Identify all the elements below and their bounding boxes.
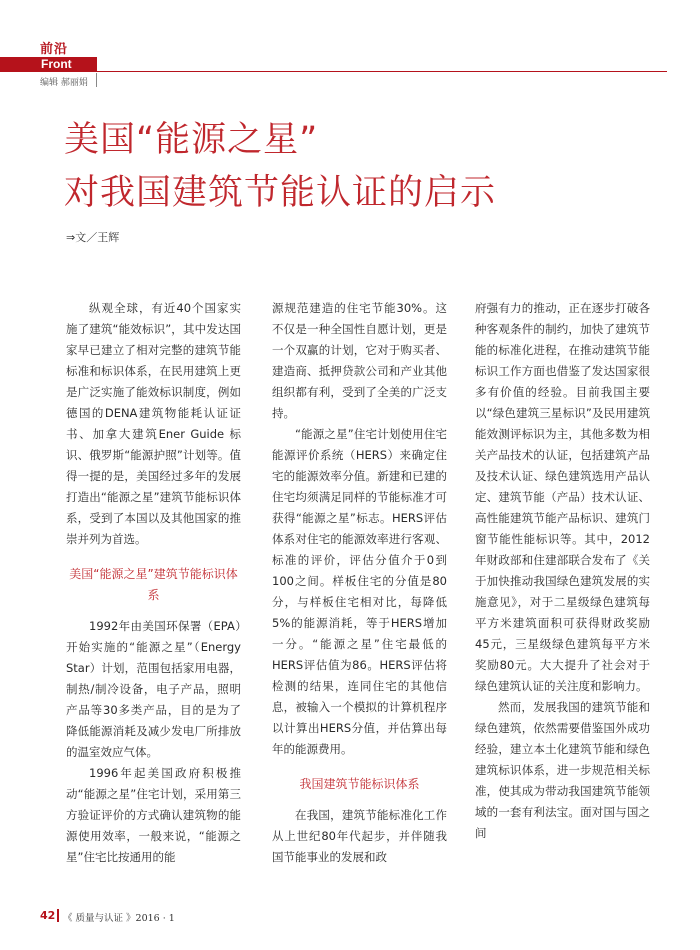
paragraph: 1996年起美国政府积极推动“能源之星”住宅计划，采用第三方验证评价的方式确认建筑物的能源使用效率，一般来说，“能源之星”住宅比按通用的能: [66, 766, 241, 864]
section-title-cn: 前沿: [40, 42, 69, 57]
section-title-en: Front: [41, 57, 72, 71]
editor-divider: [96, 73, 97, 87]
paragraph: “能源之星”住宅计划使用住宅能源评价系统（HERS）来确定住宅的能源效率分值。新建和已建的住宅均须满足同样的节能标准才可获得“能源之星”标志。HERS评估体系对住宅的能源效率进行客观、标准的评价，评估分值介于0到100之间。样板住宅的分值是80分，与样板住宅相对比，每降低5%的能源消耗，等于HERS增加一分。“能源之星”住宅最低的HERS评估值为86。HERS评估将检测的结果，连同住宅的其他信息，被输入一个模拟的计算机程序以计算出HERS分值，并估算出每年的能源费用。: [272, 427, 447, 756]
article-title-line-1: 美国“能源之星”: [64, 120, 319, 160]
body-column-1: [66, 298, 241, 868]
section-heading-energy-star: 美国“能源之星”建筑节能标识体系: [69, 567, 238, 602]
paragraph: 在我国，建筑节能标准化工作从上世纪80年代起步，并伴随我国节能事业的发展和政: [272, 808, 447, 864]
paragraph: 1992年由美国环保署（EPA）开始实施的“能源之星”（Energy Star）计划，范围包括家用电器，制热/制冷设备，电子产品，照明产品等30多类产品，目的是为了降低能源消耗及减少发电厂所排放的温室效应气体。: [66, 619, 241, 759]
editor-credit: 编辑 郝丽娟: [40, 78, 88, 88]
page-number: 42: [40, 909, 56, 922]
paragraph: 府强有力的推动，正在逐步打破各种客观条件的制约，加快了建筑节能的标准化进程，在推动建筑节能标识工作方面也借鉴了发达国家很多有价值的经验。目前我国主要以“绿色建筑三星标识”及民用建筑能效测评标识为主，其他多数为相关产品技术的认证，包括建筑产品及技术认证、绿色建筑选用产品认定、建筑节能（产品）技术认证、高性能建筑节能产品标识、建筑门窗节能性能标识等。其中，2012年财政部和住建部联合发布了《关于加快推动我国绿色建筑发展的实施意见》，对于二星级绿色建筑每平方米建筑面积可获得财政奖励45元，三星级绿色建筑每平方米奖励80元。大大提升了社会对于绿色建筑认证的关注度和影响力。: [475, 301, 650, 693]
body-column-3: [475, 298, 650, 844]
section-heading-china-system: 我国建筑节能标识体系: [299, 777, 420, 791]
paragraph: 纵观全球，有近40个国家实施了建筑“能效标识”，其中发达国家早已建立了相对完整的建筑节能标准和标识体系，在民用建筑上更是广泛实施了能效标识制度，例如德国的DENA建筑物能耗认证证书、加拿大建筑Ener Guide 标识、俄罗斯“能源护照”计划等。值得一提的是，美国经过多年的发展打造出“能源之星”建筑节能标识体系，受到了本国以及其他国家的推崇并列为首选。: [66, 301, 241, 546]
body-column-2: [272, 298, 447, 868]
paragraph: 然而，发展我国的建筑节能和绿色建筑，依然需要借鉴国外成功经验，建立本土化建筑节能和绿色建筑标识体系，进一步规范相关标准，使其成为带动我国建筑节能领域的一套有利法宝。面对国与国之间: [475, 700, 650, 840]
paragraph: 源规范建造的住宅节能30%。这不仅是一种全国性自愿计划，更是一个双赢的计划，它对于购买者、建造商、抵押贷款公司和产业其他组织都有利，受到了全美的广泛支持。: [272, 301, 447, 420]
article-title-line-2: 对我国建筑节能认证的启示: [64, 173, 497, 213]
footer-divider: [57, 909, 59, 922]
journal-name: 《 质量与认证 》2016 · 1: [63, 913, 175, 924]
author-byline: ⇒文／王辉: [66, 231, 120, 244]
header-rule: [97, 71, 667, 72]
